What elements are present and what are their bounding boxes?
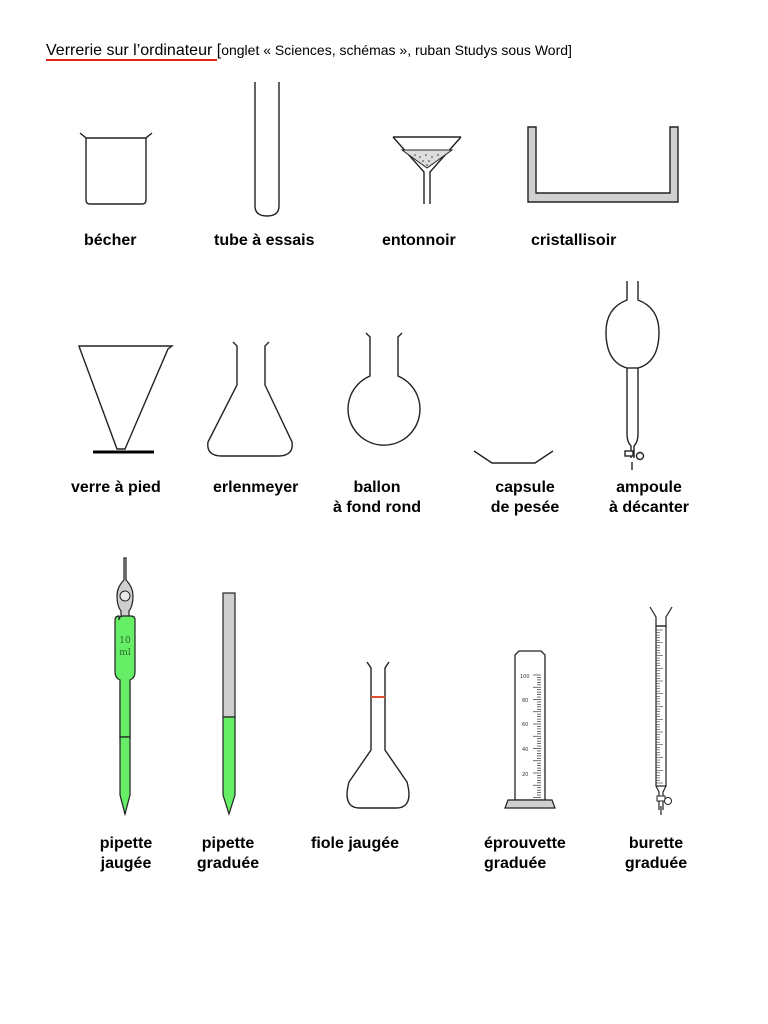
label-capsule-line2: de pesée	[490, 499, 560, 516]
label-eprouvette-line1: éprouvette	[484, 835, 566, 852]
label-burette-line2: graduée	[624, 855, 688, 872]
scale-label-20: 20	[522, 772, 529, 778]
label-entonnoir: entonnoir	[382, 232, 456, 249]
label-eprouvette-line2: graduée	[484, 855, 547, 872]
label-burette-line1: burette	[628, 835, 684, 852]
label-pipette-graduee-line2: graduée	[196, 855, 260, 872]
ballon-drawing	[348, 333, 420, 445]
entonnoir-drawing	[393, 137, 461, 204]
burette-graduee-drawing	[650, 607, 672, 815]
becher-drawing	[80, 133, 152, 204]
scale-label-60: 60	[522, 722, 529, 728]
fiole-jaugee-drawing	[347, 662, 409, 808]
scale-label-40: 40	[522, 747, 529, 753]
label-ballon-line2: à fond rond	[333, 499, 421, 516]
cristallisoir-drawing	[528, 127, 678, 202]
label-ballon	[327, 478, 427, 518]
pipette-volume-marking: 10	[119, 636, 131, 646]
label-capsule	[480, 478, 570, 518]
label-pipette-jaugee-line2: jaugée	[100, 855, 152, 872]
label-ampoule-line1: ampoule	[616, 479, 682, 496]
title-main: Verrerie sur l’ordinateur	[46, 42, 217, 59]
tube-essais-drawing	[255, 82, 279, 216]
label-ampoule	[601, 478, 697, 518]
label-erlenmeyer: erlenmeyer	[213, 479, 299, 496]
capsule-drawing	[474, 451, 553, 463]
erlenmeyer-drawing	[208, 342, 292, 456]
pipette-unit-marking: ml	[119, 648, 131, 658]
verre-a-pied-drawing	[79, 346, 172, 452]
label-eprouvette	[484, 834, 566, 874]
label-cristallisoir: cristallisoir	[531, 232, 617, 249]
label-fiole-jaugee: fiole jaugée	[311, 835, 400, 852]
label-verre-a-pied: verre à pied	[71, 479, 161, 496]
label-pipette-jaugee-line1: pipette	[99, 835, 153, 852]
label-tube-essais: tube à essais	[214, 232, 315, 249]
label-ampoule-line2: à décanter	[608, 499, 690, 516]
label-capsule-line1: capsule	[495, 479, 555, 496]
eprouvette-graduee-drawing	[505, 651, 555, 808]
pipette-jaugee-drawing	[115, 558, 135, 814]
title-subtitle: onglet « Sciences, schémas », ruban Studys sous Word]	[221, 42, 572, 58]
scale-label-100: 100	[520, 674, 530, 680]
scale-label-80: 80	[522, 698, 529, 704]
pipette-graduee-drawing	[223, 593, 235, 814]
ampoule-drawing	[606, 281, 659, 470]
label-pipette-graduee-line1: pipette	[201, 835, 255, 852]
label-pipette-graduee	[192, 834, 264, 874]
label-ballon-line1: ballon	[353, 479, 401, 496]
label-burette	[620, 834, 692, 874]
label-pipette-jaugee	[93, 834, 159, 874]
label-becher: bécher	[84, 232, 137, 249]
title-bracket: [	[216, 42, 222, 59]
